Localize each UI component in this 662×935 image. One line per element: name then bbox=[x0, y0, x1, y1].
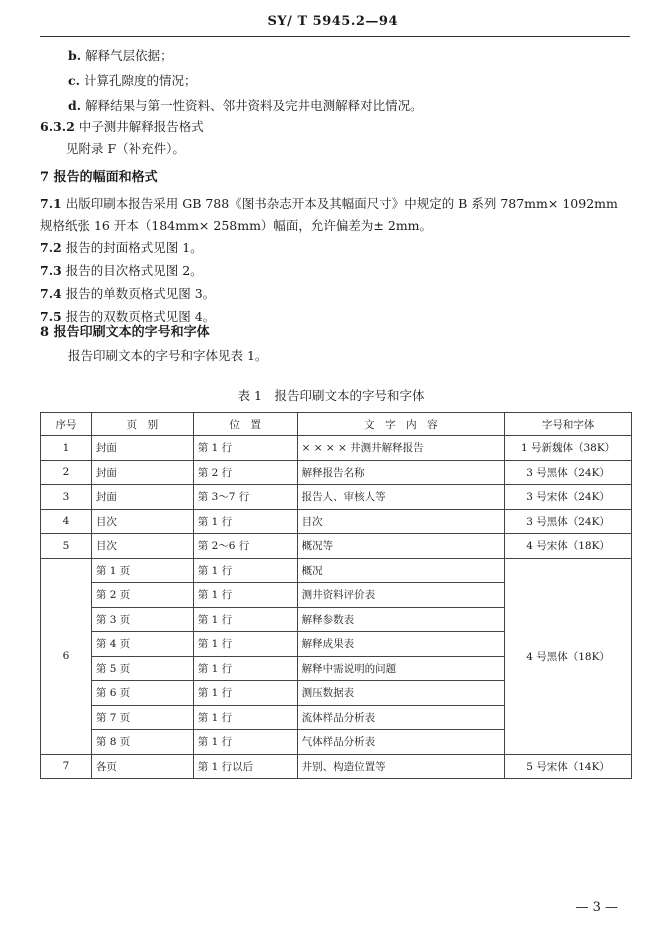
table-caption: 表 1 报告印刷文本的字号和字体 bbox=[237, 388, 425, 403]
table-row: 2 封面 第 2 行 解释报告名称 3 号黑体（24K） bbox=[41, 460, 632, 485]
list-item-d: d. 解释结果与第一性资料、邻井资料及完井电测解释对比情况。 bbox=[68, 98, 423, 113]
table-row: 第 7 页 第 1 行 流体样品分析表 bbox=[41, 705, 632, 730]
table-header-row bbox=[41, 413, 632, 436]
table-row: 第 5 页 第 1 行 解释中需说明的问题 bbox=[41, 656, 632, 681]
para-7-4: 7.4 报告的单数页格式见图 3。 bbox=[40, 286, 216, 301]
table-row: 5 目次 第 2～6 行 概况等 4 号宋体（18K） bbox=[41, 534, 632, 559]
table-row: 第 3 页 第 1 行 解释参数表 bbox=[41, 607, 632, 632]
group6-font: 4 号黑体（18K） bbox=[505, 558, 632, 754]
section-8-text: 报告印刷文本的字号和字体见表 1。 bbox=[68, 348, 268, 363]
para-7-5: 7.5 报告的双数页格式见图 4。 bbox=[40, 309, 216, 324]
font-spec-table bbox=[40, 412, 632, 779]
page-header bbox=[40, 10, 630, 37]
header-content: 文 字 内 容 bbox=[297, 413, 505, 436]
table-row: 3 封面 第 3～7 行 报告人、审核人等 3 号宋体（24K） bbox=[41, 485, 632, 510]
header-font: 字号和字体 bbox=[505, 413, 632, 436]
page-number: — 3 — bbox=[575, 900, 618, 915]
header-position: 位 置 bbox=[193, 413, 297, 436]
table-row: 7 各页 第 1 行以后 井别、构造位置等 5 号宋体（14K） bbox=[41, 754, 632, 779]
section-7-heading: 7 报告的幅面和格式 bbox=[40, 170, 158, 185]
header-page: 页 别 bbox=[91, 413, 193, 436]
list-item-c: c. 计算孔隙度的情况； bbox=[68, 73, 197, 88]
para-7-2: 7.2 报告的封面格式见图 1。 bbox=[40, 240, 203, 255]
table-row: 1 封面 第 1 行 × × × × 井测井解释报告 1 号新魏体（38K） bbox=[41, 436, 632, 461]
para-7-1-line2: 规格纸张 16 开本（184mm× 258mm）幅面，允许偏差为± 2mm。 bbox=[40, 218, 433, 233]
table-row: 第 4 页 第 1 行 解释成果表 bbox=[41, 632, 632, 657]
section-8-heading: 8 报告印刷文本的字号和字体 bbox=[40, 325, 210, 340]
table-row: 第 6 页 第 1 行 测压数据表 bbox=[41, 681, 632, 706]
section-6-3-2-heading: 6.3.2 中子测井解释报告格式 bbox=[40, 119, 204, 134]
para-7-3: 7.3 报告的目次格式见图 2。 bbox=[40, 263, 203, 278]
table-row: 4 目次 第 1 行 目次 3 号黑体（24K） bbox=[41, 509, 632, 534]
para-7-1-line1: 7.1 出版印刷本报告采用 GB 788《图书杂志开本及其幅面尺寸》中规定的 B 系列 787mm× 1092mm bbox=[40, 196, 618, 211]
section-6-3-2-text: 见附录 F（补充件）。 bbox=[66, 141, 185, 156]
list-item-b: b. 解释气层依据； bbox=[68, 48, 173, 63]
table-row: 6 第 1 页 第 1 行 概况 4 号黑体（18K） bbox=[41, 558, 632, 583]
header-no: 序号 bbox=[41, 413, 92, 436]
table-row: 第 2 页 第 1 行 测井资料评价表 bbox=[41, 583, 632, 608]
group6-no: 6 bbox=[41, 558, 92, 754]
standard-code: SY/ T 5945.2—94 bbox=[267, 14, 398, 29]
table-row: 第 8 页 第 1 行 气体样品分析表 bbox=[41, 730, 632, 755]
